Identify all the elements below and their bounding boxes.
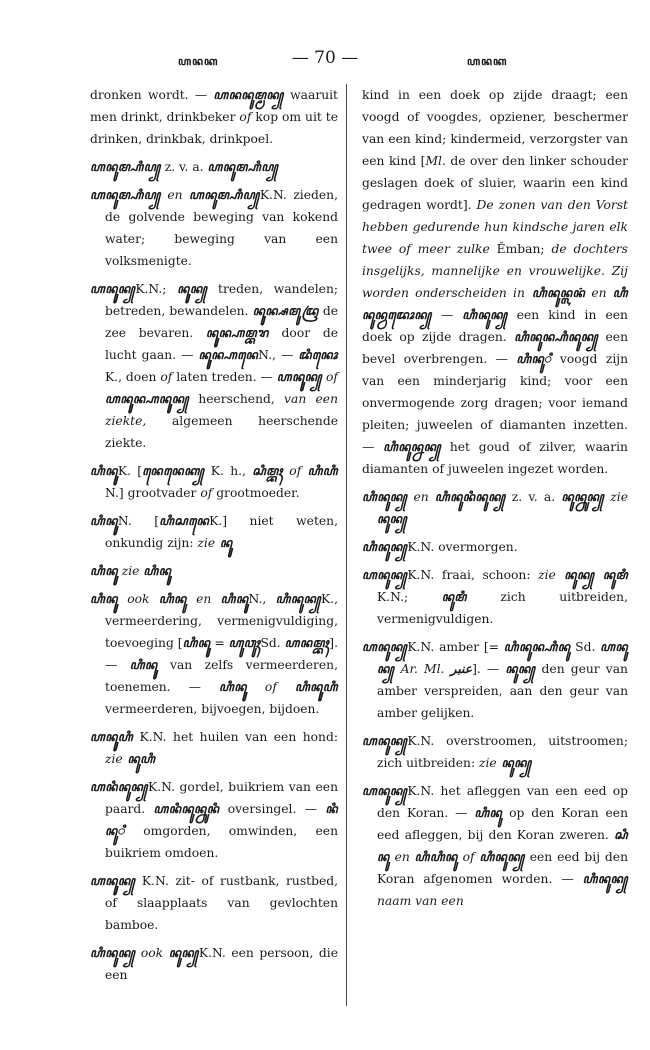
entry-text: K.N. amber [= <box>407 640 504 654</box>
javanese-word: عنبر <box>450 662 473 676</box>
javanese-word: ꦤꦸꦩꦶ <box>602 568 629 582</box>
javanese-word: ꦲꦤꦸꦸꦤ꧀ꦲꦤꦸꦸꦤ꧀ <box>105 392 190 406</box>
javanese-word: ꦤꦸꦸꦤ꧀ꦲꦤꦺ <box>198 348 259 362</box>
entry-text: K.N. zit- of rustbank, rustbed, of slaapplaats van gevlochten bamboe. <box>105 874 338 932</box>
entry-text: K.N. het huilen van een hond: <box>133 730 338 744</box>
entry-text: of <box>239 110 252 124</box>
entry-text: z. v. a. <box>160 160 208 174</box>
javanese-word: ꦲꦤꦸꦤ꧀ <box>377 640 629 676</box>
javanese-word: ꦲꦶꦤꦸꦤ꧀ꦮꦢꦺꦴꦤ꧀ <box>362 286 628 322</box>
entry-text: zie <box>117 564 144 578</box>
dictionary-entry <box>362 730 628 774</box>
javanese-word: ꦤꦸꦸꦤ꧀ꦲꦩ꧀ꦧꦫ <box>205 326 269 340</box>
entry-text: grootmoeder. <box>212 486 300 500</box>
javanese-word: ꦤꦸꦤ꧀ <box>168 946 199 960</box>
entry-text: en <box>407 490 435 504</box>
entry-text: K.N. gordel, buikriem van een paard. <box>105 780 338 816</box>
entry-text: of <box>200 486 213 500</box>
entry-text: of <box>160 370 173 384</box>
entry-text: N.] grootvader <box>105 486 201 500</box>
javanese-word: ꦲꦶꦤꦸꦸ <box>90 514 118 528</box>
dictionary-entry <box>362 486 628 530</box>
entry-text: waaruit men drinkt, drinkbeker <box>90 88 338 124</box>
entry-text: K. h., <box>204 464 253 478</box>
entry-text: K.N. het afleggen van een eed op den Koran. — <box>377 784 628 820</box>
entry-text: kind in een doek op zijde draagt; een voogd of voogdes, opziener, beschermer van een kind; kindermeid, verzorgster van een kind [ <box>362 88 628 168</box>
entry-text: zie <box>604 490 628 504</box>
entry-text: op den Koran een eed afleggen, bij den Koran zweren. <box>377 806 629 842</box>
javanese-word: ꦲꦶꦤꦸ <box>474 806 503 820</box>
entry-text: van een ziekte, <box>105 392 338 428</box>
javanese-word: ꦲꦤꦸꦸꦤ꧀ <box>90 282 136 296</box>
javanese-word: ꦤꦸꦤ꧀ <box>377 512 408 526</box>
javanese-word: ꦲꦶꦲꦶ <box>307 464 338 478</box>
javanese-word: ꦱꦶꦩ꧀ꦧꦃ <box>252 464 283 478</box>
javanese-word: ꦲꦤꦶꦤꦸꦤ꧀ <box>90 780 148 794</box>
javanese-word: ꦲꦤꦸꦩ꧀ꦲꦶꦥ꧀ <box>207 160 279 174</box>
javanese-word: ꦤꦸꦸꦤ꧀ꦱꦩꦸꦢꦿ <box>252 304 319 318</box>
javanese-word: ꦲꦤꦤꦸꦩ꧀ꦩꦤ꧀ <box>213 88 284 102</box>
javanese-word: ꦤꦸꦤ꧀ <box>555 568 603 582</box>
entry-text: K. [ <box>117 464 143 478</box>
entry-text: treden, wandelen; betreden, bewandelen. <box>105 282 339 318</box>
dictionary-entry <box>90 156 338 178</box>
javanese-word: ꦲꦶꦤꦸꦸ <box>129 658 158 672</box>
column-divider <box>346 84 347 1006</box>
javanese-word: ꦤꦸꦸ <box>215 536 233 550</box>
entry-text: oversingel. — <box>219 802 326 816</box>
entry-text: K.N.; <box>377 590 442 604</box>
entry-text: K.N. overmorgen. <box>407 540 518 554</box>
header-left-word: ꦲꦤꦏ <box>178 55 219 68</box>
javanese-word: ꦲꦶꦱꦤꦺ <box>159 514 210 528</box>
dictionary-entry <box>90 184 338 272</box>
javanese-word: ꦤꦸꦤ꧀ <box>496 756 532 770</box>
javanese-word: ꦲꦶꦤꦸꦸ <box>182 636 211 650</box>
javanese-word: ꦲꦤꦩ꧀ꦧꦃ <box>284 636 330 650</box>
entry-text: laten treden. — <box>172 370 277 384</box>
javanese-word: ꦤꦶꦤꦸꦶ <box>105 802 338 838</box>
javanese-word: ꦲꦶꦤꦸꦤ꧀ꦲꦶꦤꦸꦤ꧀ <box>514 330 599 344</box>
entry-text: K.N. fraai, schoon: <box>407 568 539 582</box>
entry-text: K.N. overstroomen, uitstroomen; zich uitbreiden: <box>377 734 628 770</box>
javanese-word: ꦲꦤꦸꦤ꧀ <box>362 568 408 582</box>
entry-text: van zelfs vermeerderen, toenemen. — <box>105 658 338 694</box>
entry-text: ook <box>135 946 169 960</box>
header-right-word: ꦲꦤꦏ <box>467 55 508 68</box>
javanese-word: ꦲꦤꦸꦩ꧀ꦲꦶꦥ꧀ <box>90 188 161 202</box>
entry-text: De zonen van den Vorst hebben gedurende hun kindsche jaren elk twee of meer zulke <box>362 198 628 256</box>
entry-text: omgorden, omwinden, een buikriem omdoen. <box>105 824 338 860</box>
dictionary-entry <box>90 84 338 150</box>
javanese-word: ꦲꦤꦸꦤ꧀ <box>362 784 408 798</box>
entry-text: K.N. zieden, de golvende beweging van kokend water; beweging van een volksmenigte. <box>105 188 338 268</box>
dictionary-entry <box>362 536 628 558</box>
entry-text: algemeen heerschende ziekte. <box>105 414 338 450</box>
dictionary-entry <box>362 636 628 724</box>
entry-text: naam van een <box>377 894 464 908</box>
javanese-word: ꦲꦶꦤꦸꦤ꧀ꦲꦶꦤꦸ <box>503 640 571 654</box>
entry-text: een bevel overbrengen. — <box>362 330 628 366</box>
entry-text: K., vermeerdering, vermenigvuldiging, toevoeging [ <box>105 592 339 650</box>
entry-text: een eed bij den Koran afgenomen worden. — <box>377 850 628 886</box>
dictionary-entry <box>90 870 338 936</box>
javanese-word: ꦲꦶꦤꦸꦸ <box>90 564 118 578</box>
entry-text: vermeerderen, bijvoegen, bijdoen. <box>105 702 320 716</box>
entry-text: een kind in een doek op zijde dragen. <box>362 308 628 344</box>
entry-text: N. [ <box>117 514 160 528</box>
entry-text: ]. — <box>472 662 506 676</box>
page-number: — 70 — <box>291 48 359 68</box>
entry-text: Sd. <box>570 640 601 654</box>
javanese-word: ꦲꦶꦤꦸꦸꦲꦶ <box>294 680 338 694</box>
dictionary-entry <box>90 726 338 770</box>
entry-text: K.N.; <box>135 282 178 296</box>
entry-text: = <box>210 636 229 650</box>
entry-text: K., doen <box>105 370 161 384</box>
javanese-word: ꦲꦶꦤꦸꦤ꧀ꦤꦤ꧀ <box>383 440 442 454</box>
entry-text: en <box>585 286 613 300</box>
page-header <box>0 48 650 74</box>
entry-text: Ml. <box>425 154 446 168</box>
dictionary-entry <box>90 460 338 504</box>
javanese-word: ꦲꦤꦸꦩ꧀ꦲꦶꦥ꧀ <box>90 160 161 174</box>
javanese-word: ꦲꦤꦸꦸꦤ꧀ <box>90 874 136 888</box>
javanese-word: ꦲꦤꦸꦸꦤ꧀ <box>276 370 323 384</box>
dictionary-entry <box>362 84 628 480</box>
right-column <box>362 84 628 918</box>
javanese-word: ꦲꦤꦸꦩ꧀ꦲꦶꦥ꧀ <box>189 188 260 202</box>
javanese-word: ꦲꦶꦤꦸꦸ <box>90 592 118 606</box>
javanese-word: ꦲꦶꦤꦸꦤ꧀ <box>462 308 508 322</box>
entry-text: of <box>282 464 308 478</box>
entry-text: of <box>246 680 295 694</box>
javanese-word: ꦲꦶꦤꦸ <box>158 592 187 606</box>
javanese-word: ꦲꦸꦮꦸꦃ <box>228 636 261 650</box>
entry-text: K.] niet weten, onkundig zijn: <box>105 514 338 550</box>
entry-text: de over den linker schouder geslagen doek of sluier, waarin een kind gedragen wordt]. <box>362 154 628 212</box>
javanese-word: ꦲꦶꦤꦸꦤ꧀ <box>479 850 525 864</box>
entry-text: door de lucht gaan. — <box>105 326 338 362</box>
entry-text: en <box>389 850 415 864</box>
entry-text: of <box>457 850 480 864</box>
entry-text: zich uitbreiden, vermenigvuldigen. <box>377 590 628 626</box>
entry-text: de zee bevaren. <box>105 304 338 340</box>
dictionary-entry <box>90 588 338 720</box>
entry-text: Sd. <box>260 636 285 650</box>
dictionary-entry <box>90 510 338 554</box>
entry-text: voogd zijn van een minderjarig kind; voor een onvermogende zorg dragen; voor iemand pleiten; juweelen of diamanten inzetten. — <box>362 352 628 454</box>
javanese-word: ꦲꦤꦸꦤ꧀ <box>362 734 408 748</box>
entry-text: — <box>431 308 463 322</box>
javanese-word: ꦲꦶꦲꦶꦤꦸ <box>414 850 458 864</box>
javanese-word: ꦲꦶꦤꦸꦤ꧀ꦭꦤꦁ <box>524 286 586 300</box>
left-column <box>90 84 338 992</box>
entry-text: Ar. Ml. <box>394 662 451 676</box>
entry-text: of <box>322 370 338 384</box>
javanese-word: ꦲꦶꦤꦸꦤ꧀ <box>362 490 408 504</box>
entry-text: zie <box>197 536 216 550</box>
entry-text: en <box>160 188 190 202</box>
dictionary-entry <box>362 564 628 630</box>
dictionary-entry <box>90 942 338 986</box>
javanese-word: ꦲꦶꦤꦸꦸ <box>219 680 247 694</box>
javanese-word: ꦤꦸꦤ꧀ <box>505 662 536 676</box>
entry-text: zie <box>538 568 556 582</box>
entry-text: ].— <box>105 636 338 672</box>
javanese-word: ꦲꦶꦤꦸꦸ <box>220 592 249 606</box>
entry-text: de dochters insgelijks, mannelijke en vrouwelijke. Zij worden onderscheiden in <box>362 242 628 300</box>
entry-text: N., <box>248 592 276 606</box>
entry-text: zie <box>479 756 497 770</box>
dictionary-entry <box>362 780 628 912</box>
dictionary-entry <box>90 278 338 454</box>
dictionary-entry <box>90 776 338 864</box>
javanese-word: ꦤꦸꦤ꧀ꦤꦸꦤ꧀ <box>561 490 605 504</box>
entry-text: z. v. a. <box>505 490 562 504</box>
javanese-word: ꦤꦸꦸꦤ꧀ <box>177 282 208 296</box>
javanese-word: ꦤꦺꦤꦺꦏ꧀ <box>142 464 205 478</box>
javanese-word: ꦤꦸꦲꦶ <box>122 752 156 766</box>
javanese-word: ꦲꦤꦶꦤꦸꦤ꧀ꦤꦸꦤꦶ <box>153 802 220 816</box>
javanese-word: ꦲꦶꦤꦸꦤ꧀ <box>90 946 136 960</box>
entry-text: kop om uit te drinken, drinkbak, drinkpoel. <box>90 110 338 146</box>
javanese-word: ꦲꦤꦸꦤ꧀ <box>362 640 408 654</box>
javanese-word: ꦲꦤꦸꦸꦲꦶ <box>90 730 134 744</box>
javanese-word: ꦲꦶꦤꦸꦤ꧀ <box>582 872 628 886</box>
javanese-word: ꦲꦶꦤꦸꦤ꧀ <box>275 592 321 606</box>
javanese-word: ꦲꦶꦤꦸꦶ <box>516 352 552 366</box>
entry-text: het goud of zilver, waarin diamanten of juweelen ingezet worden. <box>362 440 628 476</box>
entry-text: ook <box>117 592 159 606</box>
javanese-word: ꦲꦶꦤꦸꦸ <box>143 564 172 578</box>
entry-text: Ěmban; <box>489 242 552 256</box>
javanese-word: ꦢꦶꦤꦺꦴ <box>298 348 338 362</box>
javanese-word: ꦱꦶꦤꦸ <box>377 828 628 864</box>
entry-text: en <box>186 592 221 606</box>
entry-text: K.N. een persoon, die een <box>105 946 339 982</box>
dictionary-entry <box>90 560 338 582</box>
javanese-word: ꦤꦸꦩꦶ <box>441 590 467 604</box>
entry-text: heerschend, <box>189 392 285 406</box>
entry-text: N., — <box>258 348 299 362</box>
javanese-word: ꦲꦶꦤꦸꦤ꧀ <box>362 540 408 554</box>
javanese-word: ꦲꦶꦤꦸꦸ <box>90 464 118 478</box>
entry-text: dronken wordt. — <box>90 88 214 102</box>
entry-text: den geur van amber verspreiden, aan den geur van amber gelijken. <box>377 662 628 720</box>
entry-text: zie <box>105 752 123 766</box>
javanese-word: ꦲꦶꦤꦸꦤꦶꦤꦸꦤ꧀ <box>434 490 506 504</box>
